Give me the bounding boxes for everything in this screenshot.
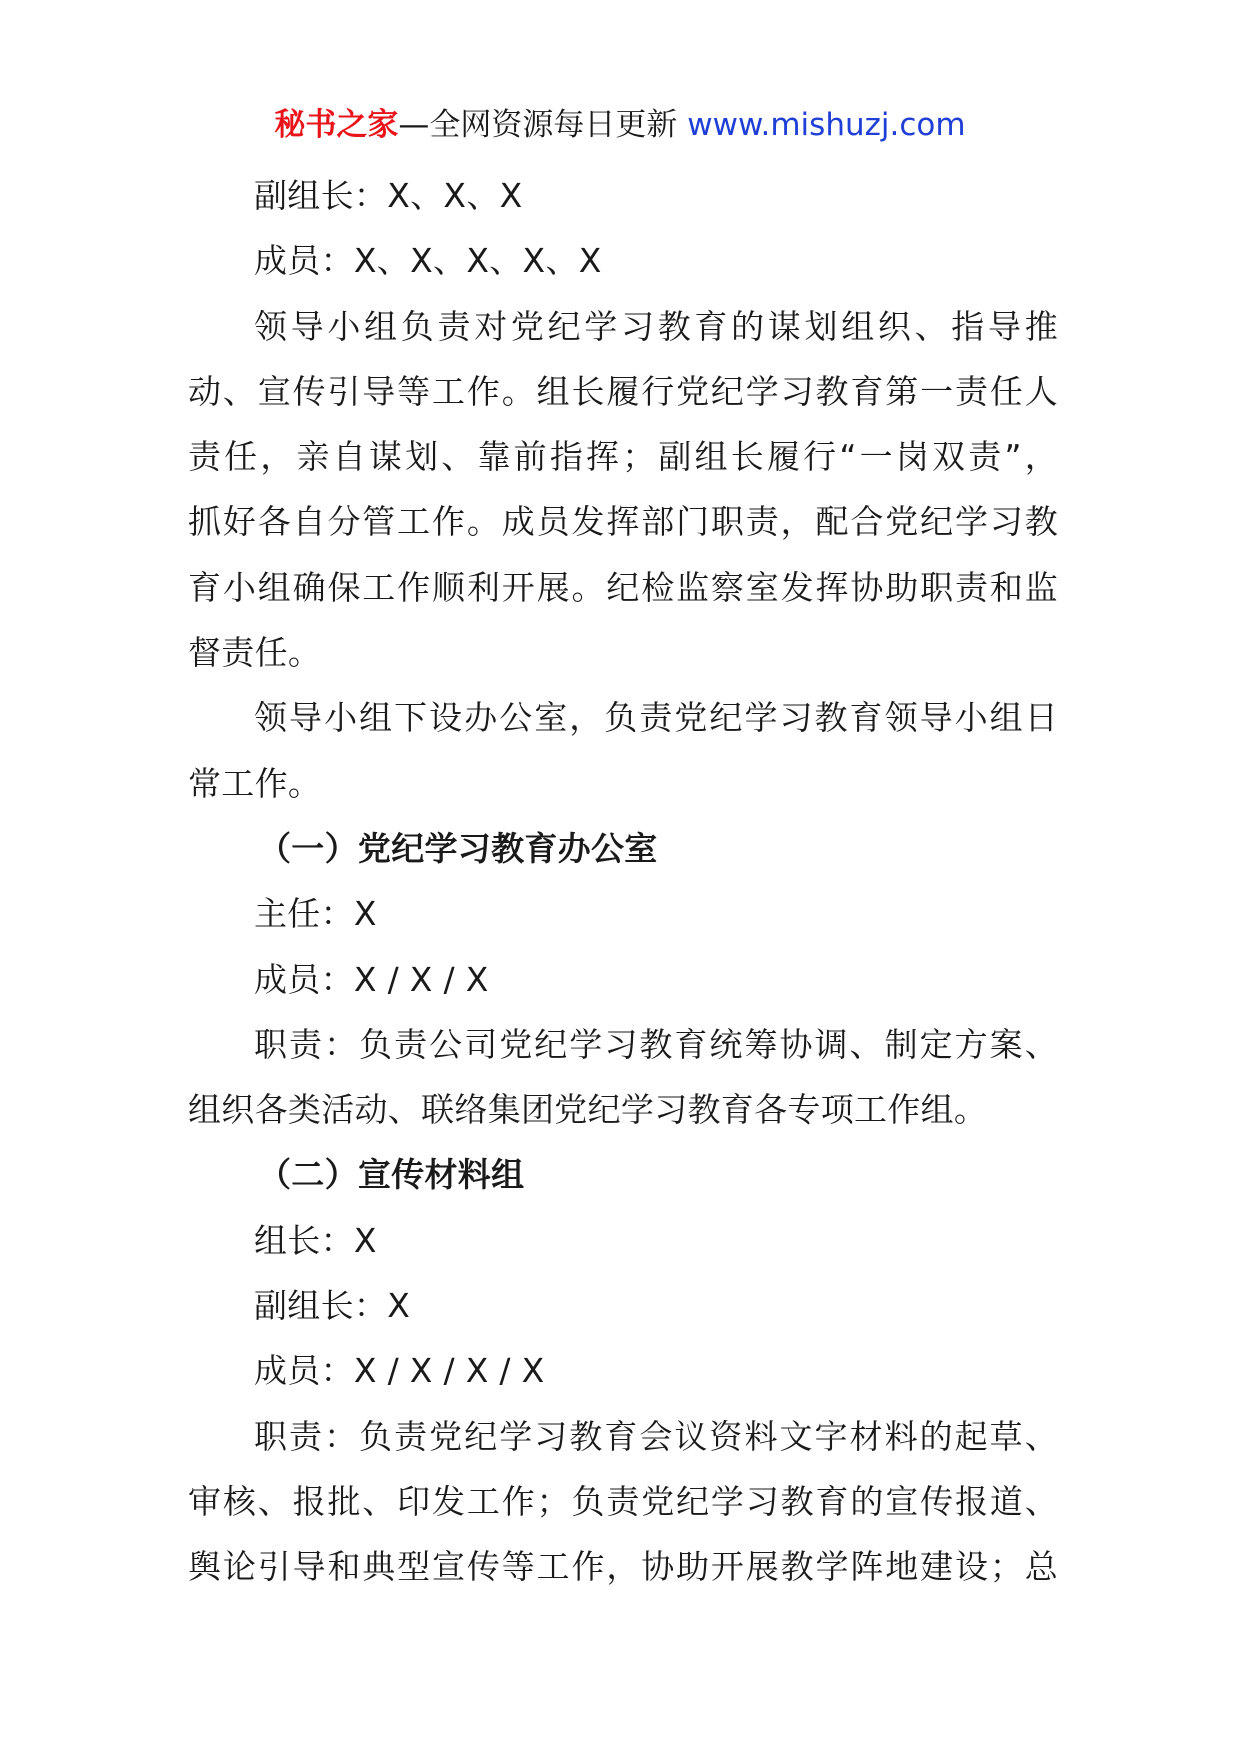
paragraph-line: 动、宣传引导等工作。组长履行党纪学习教育第一责任人 [188,371,1058,411]
paragraph-line: 常工作。 [188,763,322,803]
site-header [0,100,1240,150]
header-slogan: —全网资源每日更新 [398,107,688,143]
document-body [188,163,1058,1600]
brand-name: 秘书之家 [274,107,399,143]
paragraph-line: 审核、报批、印发工作；负责党纪学习教育的宣传报道、 [188,1481,1058,1521]
group-leader-line: 组长：X [254,1220,377,1260]
paragraph-line: 组织各类活动、联络集团党纪学习教育各专项工作组。 [188,1090,988,1130]
director-line: 主任：X [254,894,377,934]
paragraph-line: 督责任。 [188,633,322,673]
paragraph-line: 职责：负责党纪学习教育会议资料文字材料的起草、 [254,1416,1058,1456]
paragraph-line: 领导小组下设办公室，负责党纪学习教育领导小组日 [254,698,1058,738]
paragraph-line: 抓好各自分管工作。成员发挥部门职责，配合党纪学习教 [188,502,1058,542]
paragraph-line: 舆论引导和典型宣传等工作，协助开展教学阵地建设；总 [188,1547,1058,1587]
members-line: 成员：X、X、X、X、X [254,241,602,281]
deputy-leader-line: 副组长：X、X、X [254,176,523,215]
site-url-link[interactable]: www.mishuzj.com [687,107,966,143]
paragraph-line: 领导小组负责对党纪学习教育的谋划组织、指导推 [254,306,1058,346]
section-heading-publicity: （二）宣传材料组 [258,1155,525,1195]
paragraph-line: 职责：负责公司党纪学习教育统筹协调、制定方案、 [254,1024,1058,1064]
paragraph-line: 育小组确保工作顺利开展。纪检监察室发挥协助职责和监 [188,567,1058,607]
group-members-line: 成员：X / X / X / X [254,1351,545,1391]
office-members-line: 成员：X / X / X [254,959,489,999]
paragraph-line: 责任，亲自谋划、靠前指挥；副组长履行“一岗双责”， [188,437,1058,477]
section-heading-office: （一）党纪学习教育办公室 [258,828,658,868]
group-deputy-line: 副组长：X [254,1286,411,1326]
